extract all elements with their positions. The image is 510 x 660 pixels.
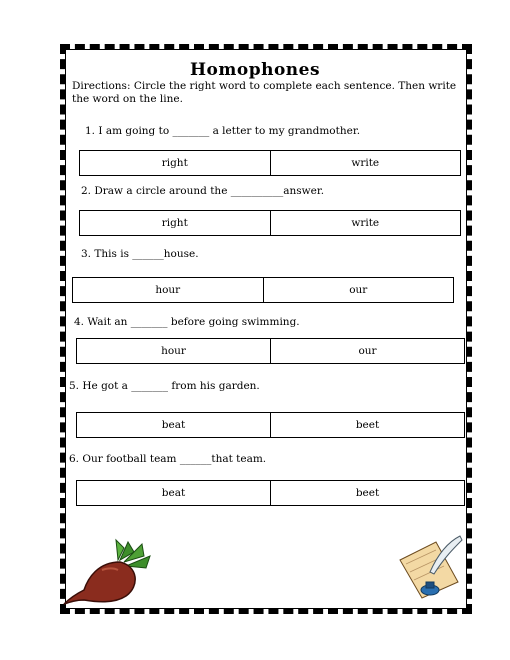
beet-icon xyxy=(62,538,158,608)
choice-beet[interactable]: beet xyxy=(270,413,464,437)
choice-write[interactable]: write xyxy=(270,151,461,175)
question-1: 1. I am going to _______ a letter to my grandmother. xyxy=(85,125,361,137)
choice-our[interactable]: our xyxy=(263,278,454,302)
choice-right[interactable]: right xyxy=(161,157,188,169)
choice-beat[interactable]: beat xyxy=(161,419,186,431)
question-5: 5. He got a _______ from his garden. xyxy=(69,380,260,392)
choice-beat[interactable]: beat xyxy=(161,487,186,499)
answer-row-1 xyxy=(79,150,461,176)
answer-row-2 xyxy=(79,210,461,236)
question-2: 2. Draw a circle around the __________answer. xyxy=(81,185,325,197)
choice-hour[interactable]: hour xyxy=(155,284,181,296)
answer-row-4 xyxy=(76,338,465,364)
question-4: 4. Wait an _______ before going swimming. xyxy=(74,316,300,328)
worksheet-title: Homophones xyxy=(189,60,321,80)
choice-right[interactable]: right xyxy=(161,217,188,229)
quill-ink-icon xyxy=(396,532,466,602)
directions-text: Directions: Circle the right word to complete each sentence. Then write the word on the line. xyxy=(72,80,457,105)
choice-beet[interactable]: beet xyxy=(270,481,464,505)
choice-hour[interactable]: hour xyxy=(161,345,186,357)
answer-row-5 xyxy=(76,412,465,438)
question-6: 6. Our football team ______that team. xyxy=(69,453,267,465)
answer-row-6 xyxy=(76,480,465,506)
ink-bottle-neck xyxy=(426,582,434,588)
choice-write[interactable]: write xyxy=(270,211,461,235)
beet-root xyxy=(64,562,135,604)
answer-row-3 xyxy=(72,277,454,303)
question-3: 3. This is ______house. xyxy=(81,248,199,260)
choice-our[interactable]: our xyxy=(270,339,464,363)
